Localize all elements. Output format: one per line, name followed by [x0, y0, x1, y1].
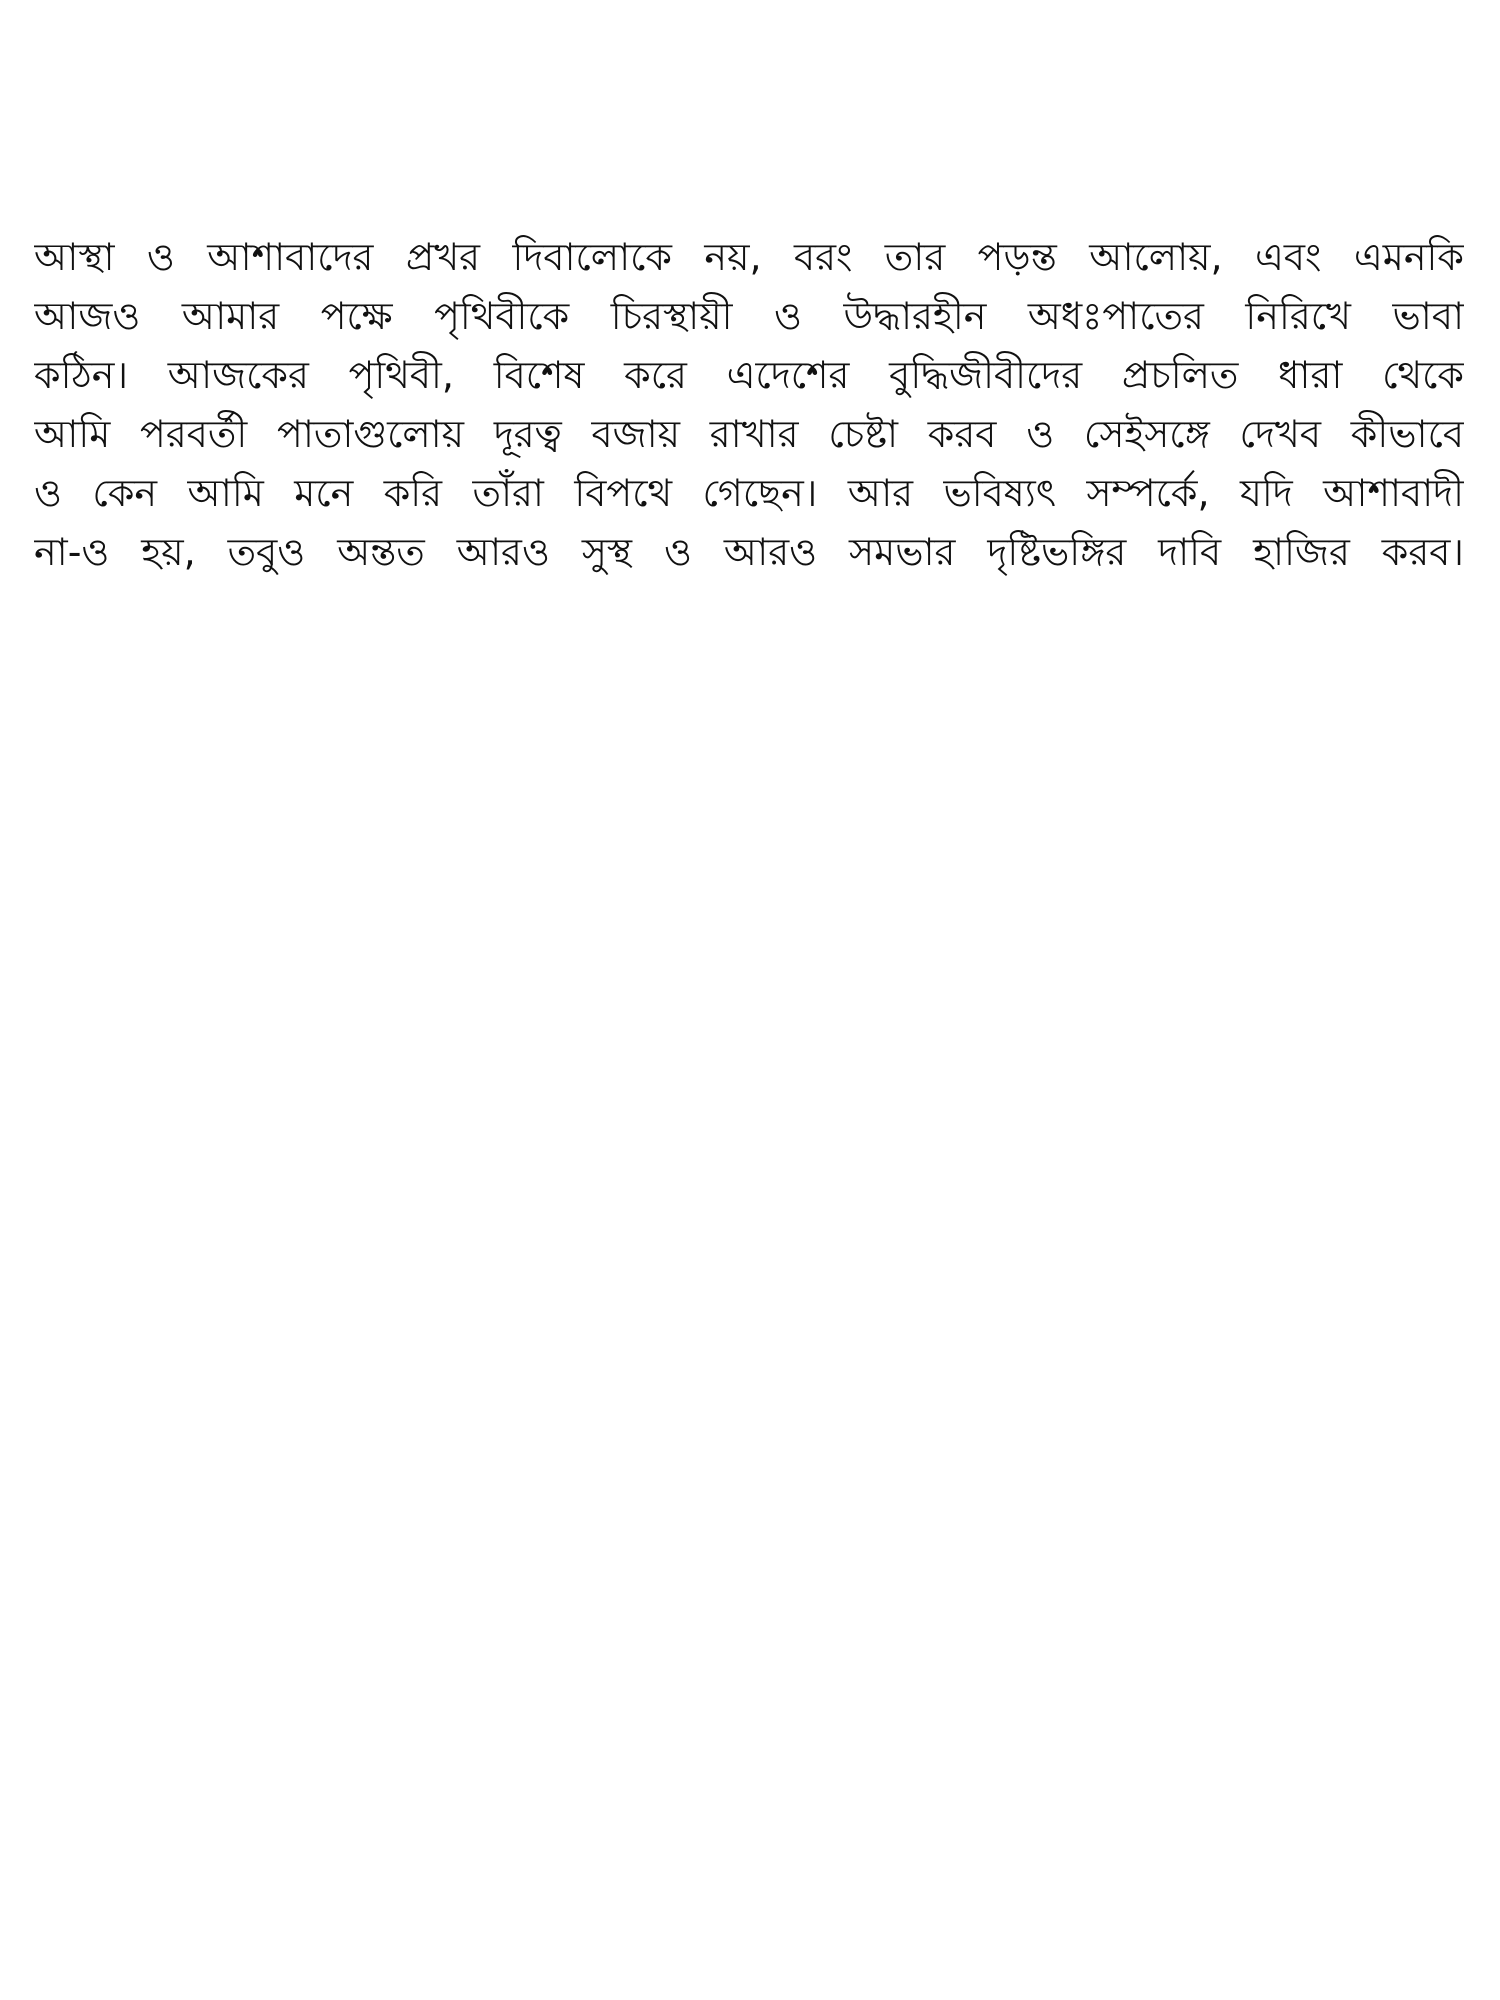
paragraph-line-3: কঠিন। আজকের পৃথিবী, বিশেষ করে এদেশের বুদ্ধিজীবীদের প্রচলিত ধারা থেকে [34, 353, 1464, 397]
paragraph-line-5: ও কেন আমি মনে করি তাঁরা বিপথে গেছেন। আর ভবিষ্যৎ সম্পর্কে, যদি আশাবাদী [34, 471, 1464, 515]
paragraph-line-2: আজও আমার পক্ষে পৃথিবীকে চিরস্থায়ী ও উদ্ধারহীন অধঃপাতের নিরিখে ভাবা [34, 294, 1464, 338]
paragraph-line-1: আস্থা ও আশাবাদের প্রখর দিবালোকে নয়, বরং তার পড়ন্ত আলোয়, এবং এমনকি [34, 235, 1464, 279]
body-paragraph [34, 228, 1464, 582]
paragraph-line-6: না-ও হয়, তবুও অন্তত আরও সুস্থ ও আরও সমভার দৃষ্টিভঙ্গির দাবি হাজির করব। [34, 530, 1464, 574]
paragraph-line-4: আমি পরবর্তী পাতাগুলোয় দূরত্ব বজায় রাখার চেষ্টা করব ও সেইসঙ্গে দেখব কীভাবে [34, 412, 1464, 456]
